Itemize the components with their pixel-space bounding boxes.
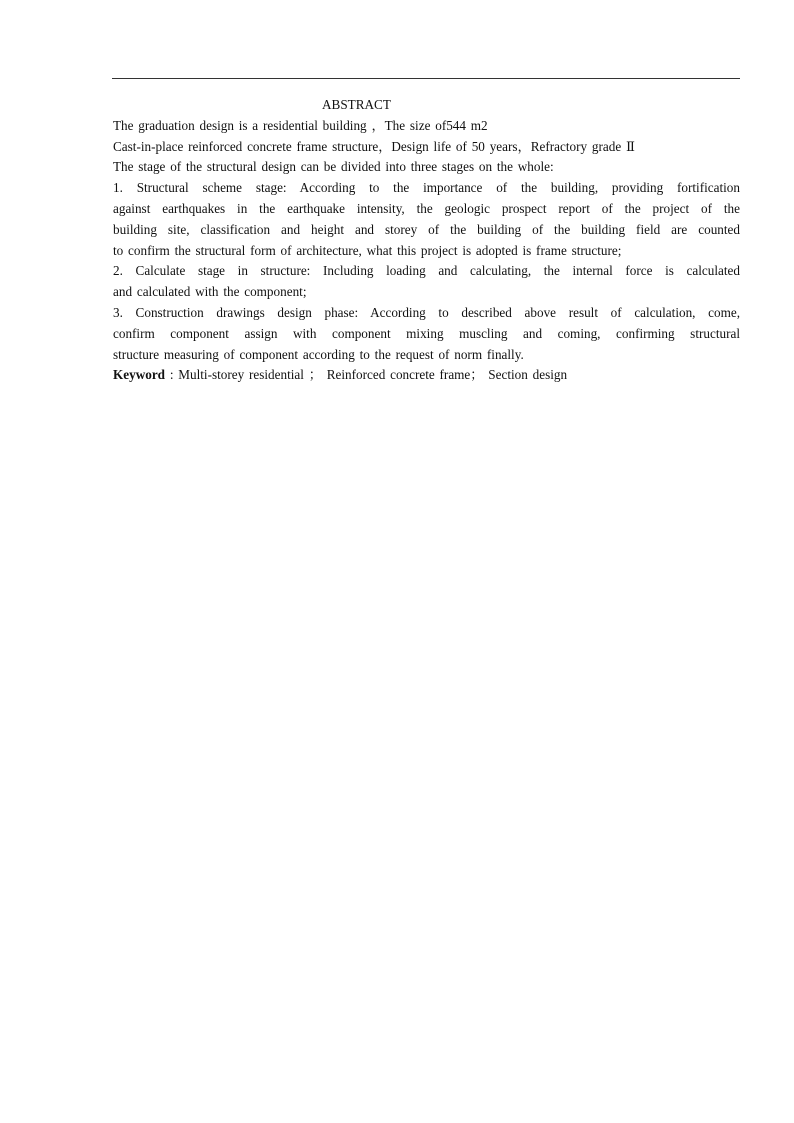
abstract-line-9: and calculated with the component; (113, 284, 307, 300)
abstract-line-1: The graduation design is a residential building ，The size of544 m2 (113, 117, 488, 133)
abstract-line-5: against earthquakes in the earthquake intensity, the geologic prospect report of the project of the (113, 200, 740, 216)
keyword-line (113, 365, 740, 386)
abstract-line-12: structure measuring of component according to the request of norm finally. (113, 346, 524, 362)
abstract-line-8: 2. Calculate stage in structure: Including loading and calculating, the internal force is calculated (113, 263, 740, 279)
header-rule (112, 78, 740, 79)
abstract-content (113, 95, 740, 386)
keyword-label: Keyword (113, 367, 166, 383)
abstract-line-2: Cast-in-place reinforced concrete frame structure，Design life of 50 years，Refractory grade Ⅱ (113, 138, 635, 154)
abstract-line-10: 3. Construction drawings design phase: According to described above result of calculation, come, (113, 304, 740, 320)
abstract-line-4: 1. Structural scheme stage: According to the importance of the building, providing fortification (113, 180, 740, 196)
abstract-line-6: building site, classification and height and storey of the building of the building field are counted (113, 221, 740, 237)
abstract-line-7: to confirm the structural form of architecture, what this project is adopted is frame structure; (113, 242, 622, 258)
abstract-title: ABSTRACT (322, 97, 391, 112)
keyword-text: : Multi-storey residential ； Reinforced concrete frame； Section design (169, 367, 568, 383)
abstract-line-3: The stage of the structural design can be divided into three stages on the whole: (113, 159, 554, 175)
abstract-line-11: confirm component assign with component mixing muscling and coming, confirming structural (113, 325, 740, 341)
